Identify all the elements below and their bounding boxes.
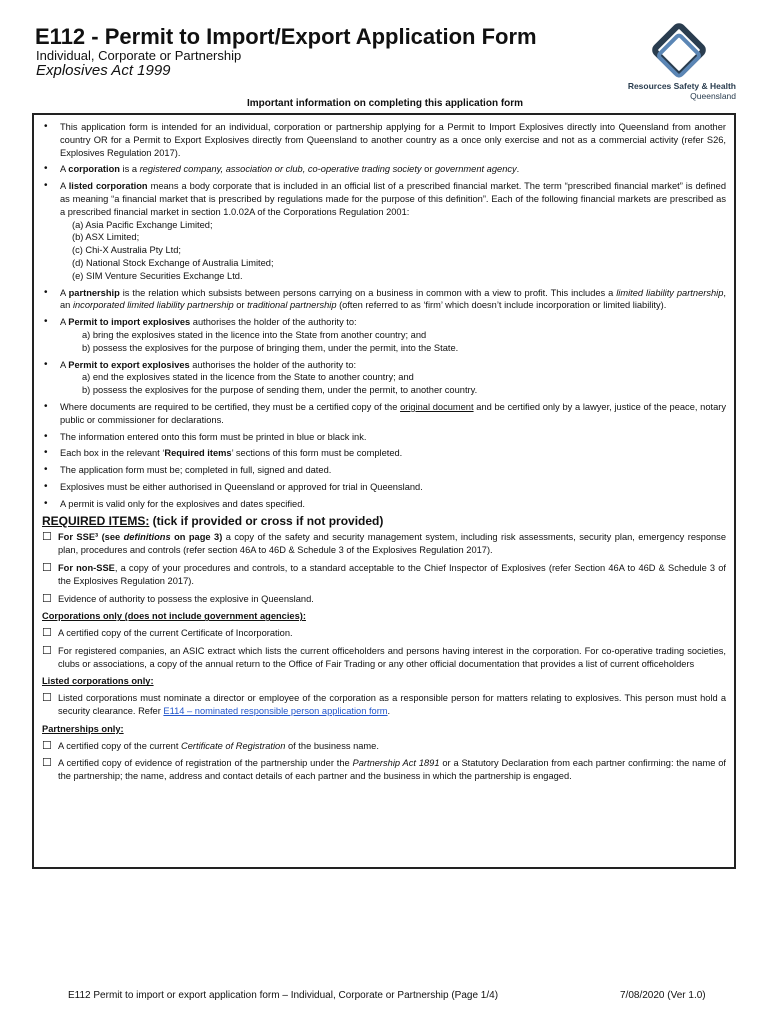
required-title-underlined: REQUIRED ITEMS: xyxy=(42,513,150,528)
footer-right: 7/08/2020 (Ver 1.0) xyxy=(620,990,706,1001)
text: or xyxy=(233,300,248,311)
text: . xyxy=(516,164,520,175)
item-partnership-evidence xyxy=(42,757,726,783)
term-bold: corporation xyxy=(68,164,120,175)
term-bold: Permit to import explosives xyxy=(68,317,191,328)
required-items-title xyxy=(42,515,726,528)
footer-left: E112 Permit to import or export application form – Individual, Corporate or Partnership (Page 1/4) xyxy=(68,990,499,1001)
info-heading: Important information on completing this application form xyxy=(246,98,524,109)
sub-item: a) bring the explosives stated in the licence into the State from another country; and xyxy=(82,329,427,340)
checkbox-listed[interactable]: ☐ xyxy=(42,692,52,705)
diamond-logo-icon xyxy=(618,20,736,80)
bullet-authorised xyxy=(42,481,726,494)
bullet-complete xyxy=(42,464,726,477)
text: and be certified only by a lawyer, justice of the peace, notary public or commissioner for declarations. xyxy=(60,401,726,425)
logo-line-1: Resources Safety & Health xyxy=(627,81,736,91)
rshq-logo xyxy=(618,20,738,106)
text: Each box in the relevant ‘ xyxy=(60,448,165,459)
import-sublist xyxy=(60,329,726,355)
text: is the relation which subsists between persons carrying on a business in common with a view to profit. This includes a xyxy=(119,287,617,298)
text: authorises the holder of the authority to: xyxy=(189,359,357,370)
text: The information entered onto this form must be printed in blue or black ink. xyxy=(60,431,367,442)
form-subtitle: Individual, Corporate or Partnership xyxy=(36,48,242,63)
text: authorises the holder of the authority to: xyxy=(190,317,357,328)
term-italic: government agency xyxy=(435,164,517,175)
item-sse xyxy=(42,531,726,557)
market-item: (d) National Stock Exchange of Australia Limited; xyxy=(72,257,274,268)
text: means a body corporate that is included in an official list of a prescribed financial market. The term “prescribed financial market” is defined as meaning “a financial market that is prescribed by regulations made for the purpose of this definition”. Each of the following financial markets are prescribed as a prescribed financial market in section 1.0.02A of the Corporations Regulation 2001: xyxy=(60,181,726,217)
text: A certified copy of evidence of registration of the partnership under the xyxy=(58,758,353,769)
term-italic: traditional partnership xyxy=(247,300,337,311)
bullet-listed-corporation xyxy=(42,180,726,282)
text-bold: on page 3) xyxy=(170,532,223,543)
term-bold: listed corporation xyxy=(68,181,148,192)
text: or a Statutory Declaration from each partner confirming: the name of the partnership; the name, address and contact details of each partner and the business in which the partnership is engaged. xyxy=(58,758,726,782)
form-title: E112 - Permit to Import/Export Application Form xyxy=(35,24,537,49)
text: A certified copy of the current xyxy=(58,740,181,751)
text: . xyxy=(387,706,391,717)
underlined-term: original document xyxy=(400,401,474,412)
item-incorporation xyxy=(42,627,726,640)
text-bold: For non-SSE xyxy=(58,562,115,573)
bullet-corporation xyxy=(42,163,726,176)
text: A xyxy=(60,181,69,192)
term-italic: incorporated limited liability partnership xyxy=(72,300,234,311)
term-italic: limited liability partnership xyxy=(616,287,724,298)
bullet-required-items xyxy=(42,447,726,460)
text: Listed corporations must nominate a director or employee of the corporation as a responsible person for matters relating to explosives. This person must hold a security clearance. Refer xyxy=(58,693,726,717)
term-bold: Permit to export explosives xyxy=(68,359,190,370)
item-registration xyxy=(42,740,726,753)
corporations-label: Corporations only (does not include government agencies): xyxy=(42,611,306,622)
text-italic: Partnership Act 1891 xyxy=(352,758,440,769)
text: A xyxy=(60,317,69,328)
bullet-export-permit xyxy=(42,359,726,397)
bullet-import-permit xyxy=(42,316,726,354)
term-bold: Required items xyxy=(164,448,232,459)
text-bold: For SSE³ (see xyxy=(58,532,124,543)
bullet-partnership xyxy=(42,287,726,313)
term-bold: partnership xyxy=(68,287,120,298)
market-item: (e) SIM Venture Securities Exchange Ltd. xyxy=(72,270,243,281)
sub-item: a) end the explosives stated in the licence from the State to another country; and xyxy=(82,372,414,383)
bullet-text: This application form is intended for an individual, corporation or partnership applying for a Permit to Import Explosives directly into Queensland from another country OR for a Permit to Export Explosives directly from Queensland to another country as a once only exercise and not as a commercial activity (refer S26, Explosives Regulation 2017). xyxy=(60,122,726,158)
checkbox-non-sse[interactable]: ☐ xyxy=(42,561,52,574)
sub-item: b) possess the explosives for the purpose of sending them, under the permit, to another country. xyxy=(82,385,478,396)
text: ’ sections of this form must be completed. xyxy=(231,448,403,459)
text-bold-italic: definitions xyxy=(123,532,171,543)
text: Evidence of authority to possess the explosive in Queensland. xyxy=(58,593,314,604)
checkbox-asic[interactable]: ☐ xyxy=(42,644,52,657)
logo-line-2: Queensland xyxy=(690,91,736,101)
export-sublist xyxy=(60,371,726,397)
sub-item: b) possess the explosives for the purpose of bringing them, under the permit, into the State. xyxy=(82,342,459,353)
text: , a copy of your procedures and controls, to a standard acceptable to the Chief Inspector of Explosives (refer Section 46A to 46D & Schedule 3 of the Explosives Regulation 2017). xyxy=(58,562,727,586)
market-item: (b) ASX Limited; xyxy=(72,232,140,243)
term-italic: registered company, association or club, co-operative trading society xyxy=(139,164,422,175)
act-name: Explosives Act 1999 xyxy=(36,62,171,79)
text: or xyxy=(421,164,435,175)
partnerships-label: Partnerships only: xyxy=(42,723,124,734)
bullet-certified xyxy=(42,401,726,427)
text: , an xyxy=(60,287,726,311)
checkbox-authority[interactable]: ☐ xyxy=(42,592,52,605)
text: is a xyxy=(119,164,140,175)
text: A permit is valid only for the explosives and dates specified. xyxy=(60,498,305,509)
item-non-sse xyxy=(42,562,726,588)
market-item: (c) Chi-X Australia Pty Ltd; xyxy=(72,245,182,256)
e114-link[interactable]: E114 – nominated responsible person application form xyxy=(163,706,388,717)
bullet-intent xyxy=(42,121,726,159)
text: A xyxy=(60,287,69,298)
text: A certified copy of the current Certificate of Incorporation. xyxy=(58,628,293,639)
text: a copy of the safety and security management system, including risk assessments, security plan, emergency response plan, procedures and controls (refer section 46A to 46D & Schedule 3 of the Explosives Regulation 2017). xyxy=(58,532,726,556)
text: Explosives must be either authorised in Queensland or approved for trial in Queensland. xyxy=(60,481,423,492)
checkbox-registration[interactable]: ☐ xyxy=(42,739,52,752)
text: of the business name. xyxy=(285,740,379,751)
text: A xyxy=(60,164,69,175)
item-authority xyxy=(42,593,726,606)
text: (often referred to as ‘firm’ which doesn’t include incorporation or limited liability). xyxy=(336,300,667,311)
markets-list xyxy=(60,219,726,283)
info-box xyxy=(32,113,736,869)
text: Where documents are required to be certified, they must be a certified copy of the xyxy=(60,401,401,412)
bullet-ink xyxy=(42,431,726,444)
info-bullets xyxy=(42,121,726,511)
text-italic: Certificate of Registration xyxy=(181,740,286,751)
text: The application form must be; completed in full, signed and dated. xyxy=(60,465,332,476)
bullet-valid xyxy=(42,498,726,511)
checkbox-partnership-evidence[interactable]: ☐ xyxy=(42,757,52,770)
required-title-rest: (tick if provided or cross if not provided) xyxy=(149,513,384,528)
checkbox-sse[interactable]: ☐ xyxy=(42,531,52,544)
text: A xyxy=(60,359,69,370)
market-item: (a) Asia Pacific Exchange Limited; xyxy=(72,219,213,230)
listed-label: Listed corporations only: xyxy=(42,676,154,687)
item-asic xyxy=(42,645,726,671)
text: For registered companies, an ASIC extract which lists the current officeholders and persons having interest in the corporation. For co-operative trading societies, clubs or associations, a copy of the annual return to the Office of Fair Trading or any other official documentation that provides a list of current officeholders xyxy=(58,645,726,669)
checkbox-incorporation[interactable]: ☐ xyxy=(42,627,52,640)
item-listed xyxy=(42,692,726,718)
